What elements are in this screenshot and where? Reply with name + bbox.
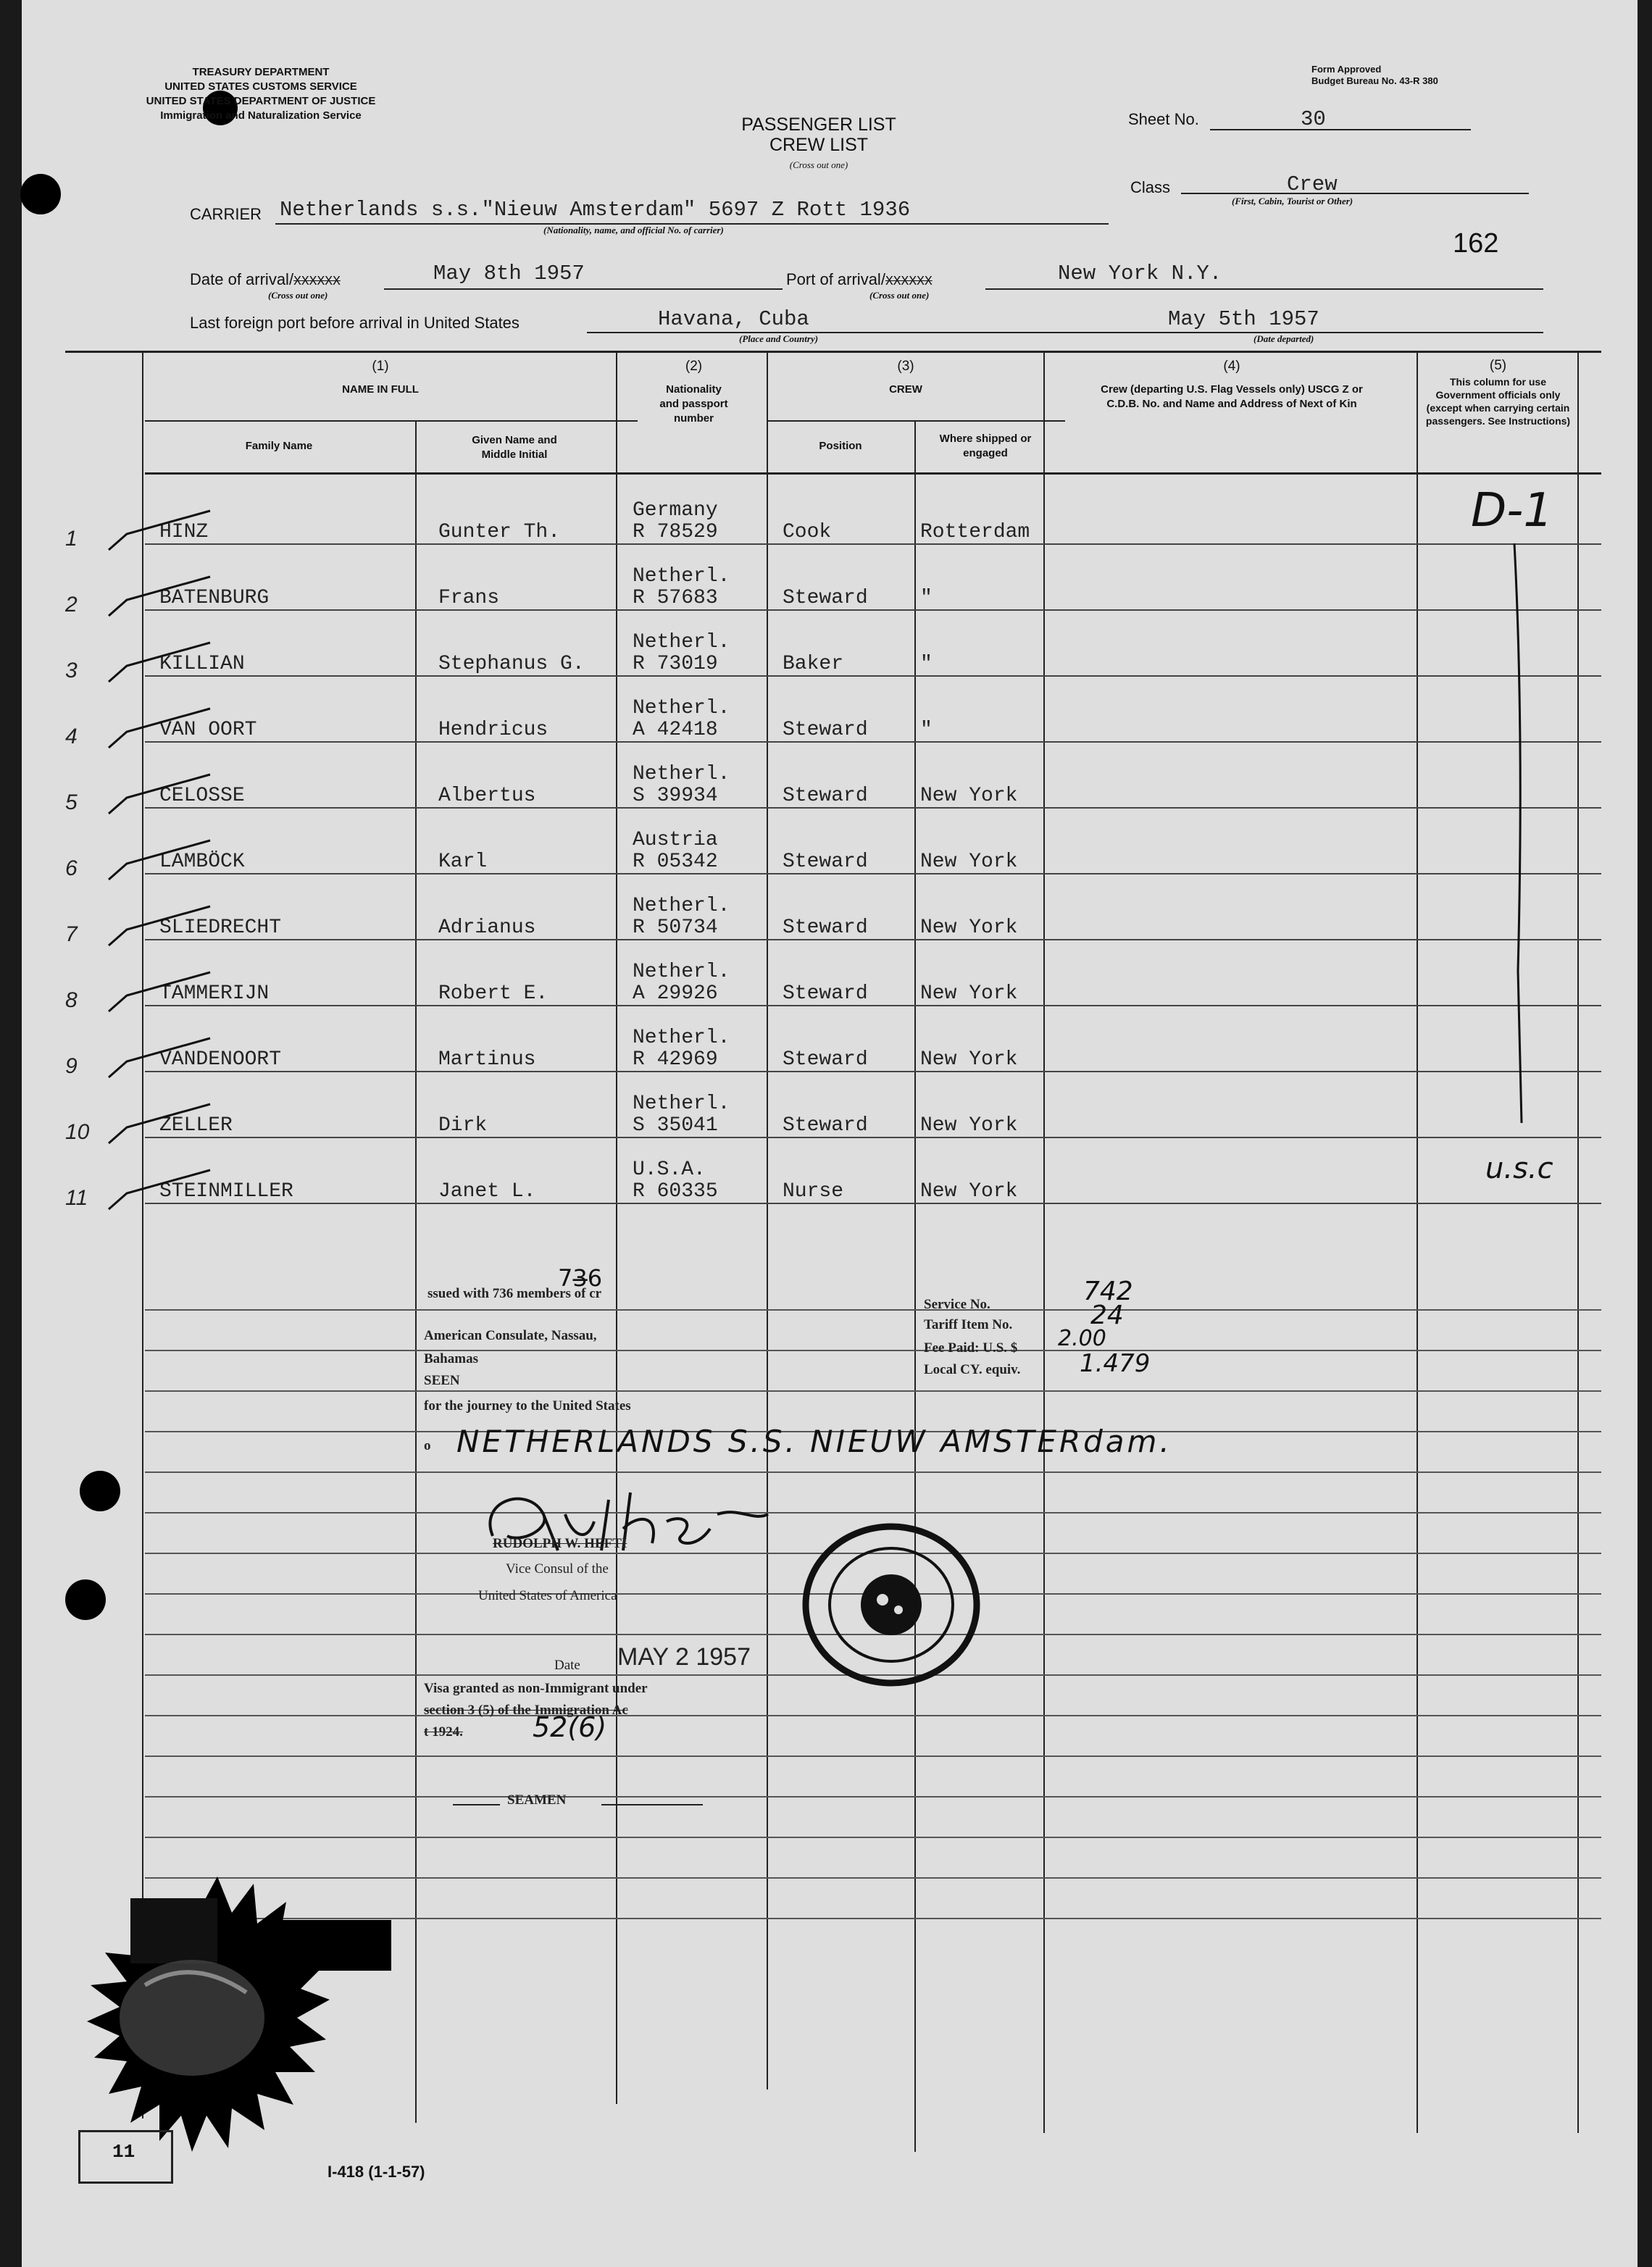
given-name: Dirk	[438, 1114, 488, 1137]
given-name: Karl	[438, 851, 488, 873]
shipped-engaged: Rotterdam	[920, 521, 1030, 543]
visa-line1: Visa granted as non-Immigrant under	[424, 1681, 648, 1696]
position: Steward	[783, 917, 868, 939]
service-label: Service No.	[924, 1297, 990, 1312]
nationality: Netherl.	[633, 1027, 730, 1049]
position: Steward	[783, 982, 868, 1005]
check-mark	[87, 505, 232, 556]
fee-value: 2.00	[1058, 1326, 1106, 1351]
carrier-value: Netherlands s.s."Nieuw Amsterdam" 5697 Z Rott 1936	[280, 198, 911, 222]
family-name: VANDENOORT	[159, 1048, 282, 1071]
consul-country: United States of America	[478, 1588, 617, 1603]
position: Steward	[783, 1048, 868, 1071]
given-name: Gunter Th.	[438, 521, 561, 543]
sheet-number: 30	[1301, 107, 1326, 131]
consul-name: RUDOLPH W. HEFTI	[493, 1536, 627, 1551]
vessel-handwritten: NETHERLANDS S.S. NIEUW AMSTERdam.	[456, 1424, 1172, 1459]
department-block: TREASURY DEPARTMENT UNITED STATES CUSTOMS SERVICE UNITED STATES DEPARTMENT OF JUSTICE Immigration and Naturalization Service	[146, 66, 376, 122]
row-number: 8	[65, 988, 78, 1012]
col2-header: (2) Nationality and passport number	[659, 359, 728, 425]
arrival-value: May 8th 1957	[433, 262, 585, 285]
bracket-line	[1493, 536, 1551, 1130]
given-name: Adrianus	[438, 917, 536, 939]
nationality: Netherl.	[633, 961, 730, 983]
family-name: LAMBÖCK	[159, 851, 245, 873]
seen-line: SEEN	[424, 1373, 460, 1388]
nationality: Netherl.	[633, 763, 730, 785]
departed-hint: (Date departed)	[1253, 333, 1314, 344]
issued-line: ssued with 736 members of cr	[427, 1286, 602, 1301]
row-number: 2	[65, 593, 78, 617]
check-mark	[87, 1032, 232, 1083]
port-hint: (Cross out one)	[869, 290, 930, 301]
passport-number: A 42418	[633, 719, 718, 741]
col5-header: (5) This column for use Government officials only (except when carrying certain passengers. See Instructions)	[1425, 358, 1571, 427]
nationality: Netherl.	[633, 895, 730, 917]
passport-number: R 05342	[633, 851, 718, 873]
passport-number: R 50734	[633, 917, 718, 939]
col1-header: (1) NAME IN FULL	[342, 359, 419, 396]
class-value: Crew	[1287, 172, 1338, 196]
footer-box-number: 11	[112, 2141, 135, 2163]
row-number: 5	[65, 790, 78, 814]
given-name: Janet L.	[438, 1180, 536, 1203]
arrival-label: Date of arrival/XXXXXX	[190, 270, 341, 289]
nationality: Netherl.	[633, 565, 730, 588]
passport-number: S 39934	[633, 785, 718, 807]
check-mark	[87, 901, 232, 951]
last-port-label: Last foreign port before arrival in United States	[190, 314, 520, 332]
tariff-value: 24	[1090, 1301, 1124, 1330]
port-label: Port of arrival/XXXXXX	[786, 270, 933, 289]
shipped-engaged: New York	[920, 1180, 1018, 1203]
position: Nurse	[783, 1180, 844, 1203]
row-number: 9	[65, 1054, 78, 1078]
given-name: Stephanus G.	[438, 653, 585, 675]
passport-number: R 57683	[633, 587, 718, 609]
d1-annotation: D-1	[1471, 484, 1553, 538]
nationality: U.S.A.	[633, 1158, 706, 1181]
check-mark	[87, 835, 232, 885]
check-mark	[87, 1098, 232, 1149]
given-name: Robert E.	[438, 982, 548, 1005]
shipped-engaged: New York	[920, 1114, 1018, 1137]
consular-seal	[790, 1514, 1000, 1703]
service-value: 742	[1083, 1277, 1133, 1306]
class-label: Class	[1130, 178, 1171, 196]
passport-number: A 29926	[633, 982, 718, 1005]
last-port-value: Havana, Cuba	[658, 307, 809, 331]
shipped-engaged: "	[920, 719, 933, 741]
shipped-header: Where shipped or engaged	[939, 433, 1032, 459]
nationality: Netherl.	[633, 1093, 730, 1115]
passport-number: R 60335	[633, 1180, 718, 1203]
arrival-hint: (Cross out one)	[268, 290, 328, 301]
consul-title: Vice Consul of the	[506, 1561, 609, 1577]
visa-line3: t 1924.	[424, 1724, 463, 1740]
nationality: Austria	[633, 829, 718, 851]
shipped-engaged: New York	[920, 851, 1018, 873]
passport-number: R 78529	[633, 521, 718, 543]
form-approved: Form Approved Budget Bureau No. 43-R 380	[1311, 64, 1438, 86]
usc-annotation: u.s.c	[1485, 1152, 1553, 1185]
position: Baker	[783, 653, 844, 675]
position: Steward	[783, 1114, 868, 1137]
tariff-label: Tariff Item No.	[924, 1317, 1013, 1332]
family-name: HINZ	[159, 521, 209, 543]
given-name: Frans	[438, 587, 500, 609]
crew-count-hand: 73̶6	[558, 1264, 603, 1292]
fee-label: Fee Paid: U.S. $	[924, 1340, 1018, 1356]
family-name: STEINMILLER	[159, 1180, 293, 1203]
local-value: 1.479	[1080, 1349, 1151, 1378]
last-port-hint: (Place and Country)	[739, 333, 819, 344]
position: Steward	[783, 851, 868, 873]
punch-hole	[65, 1579, 106, 1620]
shipped-engaged: New York	[920, 1048, 1018, 1071]
family-name-header: Family Name	[245, 440, 313, 452]
family-name: TAMMERIJN	[159, 982, 270, 1005]
family-name: BATENBURG	[159, 587, 270, 609]
journey-line: for the journey to the United States	[424, 1398, 631, 1414]
position-header: Position	[819, 440, 862, 452]
row-number: 1	[65, 527, 78, 551]
check-mark	[87, 769, 232, 819]
family-name: VAN OORT	[159, 719, 257, 741]
family-name: KILLIAN	[159, 653, 245, 675]
nationality: Netherl.	[633, 631, 730, 654]
col3-header: (3) CREW	[889, 359, 922, 396]
visa-line2: section 3 (5) of the Immigration Ac	[424, 1703, 628, 1718]
family-name: ZELLER	[159, 1114, 233, 1137]
given-name: Martinus	[438, 1048, 536, 1071]
check-mark	[87, 966, 232, 1017]
port-value: New York N.Y.	[1058, 262, 1222, 285]
family-name: SLIEDRECHT	[159, 917, 282, 939]
check-mark	[87, 571, 232, 622]
punch-hole	[80, 1471, 120, 1511]
seamen-line: SEAMEN	[507, 1792, 567, 1808]
carrier-hint: (Nationality, name, and official No. of carrier)	[543, 225, 724, 235]
shipped-engaged: New York	[920, 982, 1018, 1005]
visa-hand: 52(6)	[533, 1711, 607, 1743]
date-value: MAY 2 1957	[617, 1643, 751, 1671]
passport-number: R 73019	[633, 653, 718, 675]
position: Steward	[783, 785, 868, 807]
page-number: 162	[1453, 228, 1499, 259]
consul-signature	[464, 1471, 797, 1572]
row-number: 11	[65, 1186, 88, 1210]
check-mark	[87, 1164, 232, 1215]
position: Steward	[783, 719, 868, 741]
family-name: CELOSSE	[159, 785, 245, 807]
page-title: PASSENGER LIST CREW LIST (Cross out one)	[741, 114, 896, 170]
form-number: I-418 (1-1-57)	[328, 2163, 425, 2181]
sheet-label: Sheet No.	[1128, 110, 1199, 128]
class-hint: (First, Cabin, Tourist or Other)	[1232, 196, 1353, 206]
shipped-engaged: "	[920, 653, 933, 675]
row-number: 3	[65, 659, 78, 682]
vessel-prefix: o	[424, 1438, 431, 1453]
crew-list-document	[22, 0, 1638, 2267]
shipped-engaged: New York	[920, 917, 1018, 939]
row-number: 6	[65, 856, 78, 880]
passport-number: S 35041	[633, 1114, 718, 1137]
date-label: Date	[554, 1658, 580, 1673]
row-number: 7	[65, 922, 78, 946]
passport-number: R 42969	[633, 1048, 718, 1071]
consulate-line: American Consulate, Nassau,	[424, 1328, 597, 1343]
carrier-label: CARRIER	[190, 205, 262, 223]
col4-header: (4) Crew (departing U.S. Flag Vessels only) USCG Z or C.D.B. No. and Name and Address of Next of Kin	[1101, 359, 1363, 410]
check-mark	[87, 637, 232, 688]
given-name-header: Given Name and Middle Initial	[472, 434, 557, 461]
departed-value: May 5th 1957	[1168, 307, 1319, 331]
bahamas-line: Bahamas	[424, 1351, 478, 1366]
row-number: 10	[65, 1120, 90, 1144]
shipped-engaged: "	[920, 587, 933, 609]
shipped-engaged: New York	[920, 785, 1018, 807]
given-name: Albertus	[438, 785, 536, 807]
nationality: Netherl.	[633, 697, 730, 719]
nationality: Germany	[633, 499, 718, 522]
check-mark	[87, 703, 232, 753]
local-label: Local CY. equiv.	[924, 1362, 1021, 1377]
row-number: 4	[65, 725, 78, 748]
position: Steward	[783, 587, 868, 609]
position: Cook	[783, 521, 832, 543]
given-name: Hendricus	[438, 719, 548, 741]
punch-hole	[20, 174, 61, 214]
